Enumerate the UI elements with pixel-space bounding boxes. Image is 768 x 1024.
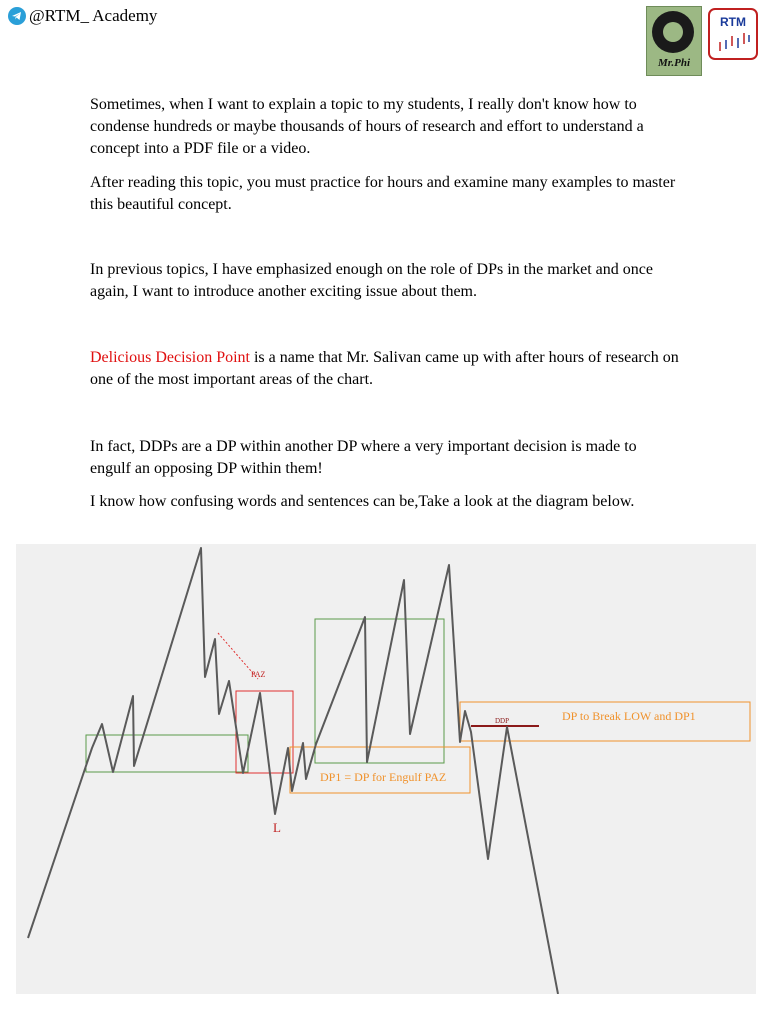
paragraph-practice: After reading this topic, you must practice for hours and examine many examples to master this beautiful concept.: [90, 174, 676, 213]
header-handle: [8, 4, 157, 28]
paragraph-intro: Sometimes, when I want to explain a topic to my students, I really don't know how to condense hundreds or maybe thousands of hours of research and effort to understand a concept into a PDF file or a video.: [90, 96, 644, 157]
paragraph-diagram-intro: I know how confusing words and sentences can be,Take a look at the diagram below.: [90, 493, 635, 510]
mrphi-logo: [646, 6, 702, 76]
label-dp1: DP1 = DP for Engulf PAZ: [320, 770, 447, 784]
paragraph-ddp-fact: In fact, DDPs are a DP within another DP where a very important decision is made to engulf an opposing DP within them!: [90, 438, 637, 477]
label-ddp: DDP: [495, 717, 510, 725]
candlestick-icon: [717, 32, 751, 52]
ddp-diagram: [16, 544, 756, 994]
handle-text: @RTM_ Academy: [29, 6, 158, 25]
label-break: DP to Break LOW and DP1: [562, 709, 696, 723]
diagram-background: [16, 544, 756, 994]
ddp-term: Delicious Decision Point: [90, 349, 250, 366]
label-low: L: [273, 820, 281, 835]
label-paz: PAZ: [251, 670, 266, 679]
rtm-logo: [708, 8, 758, 60]
ddp-definition-text: is a name that Mr. Salivan came up with after hours of research on one of the most important areas of the chart.: [90, 349, 679, 388]
rtm-logo-text: RTM: [720, 15, 746, 29]
paragraph-ddp-definition: [90, 347, 680, 391]
paragraph-previous-topics: In previous topics, I have emphasized enough on the role of DPs in the market and once again, I want to introduce another exciting issue about them.: [90, 261, 653, 300]
mrphi-logo-text: Mr.Phi: [657, 57, 691, 69]
telegram-icon: [8, 7, 26, 25]
rose-emblem-icon: [652, 11, 694, 53]
